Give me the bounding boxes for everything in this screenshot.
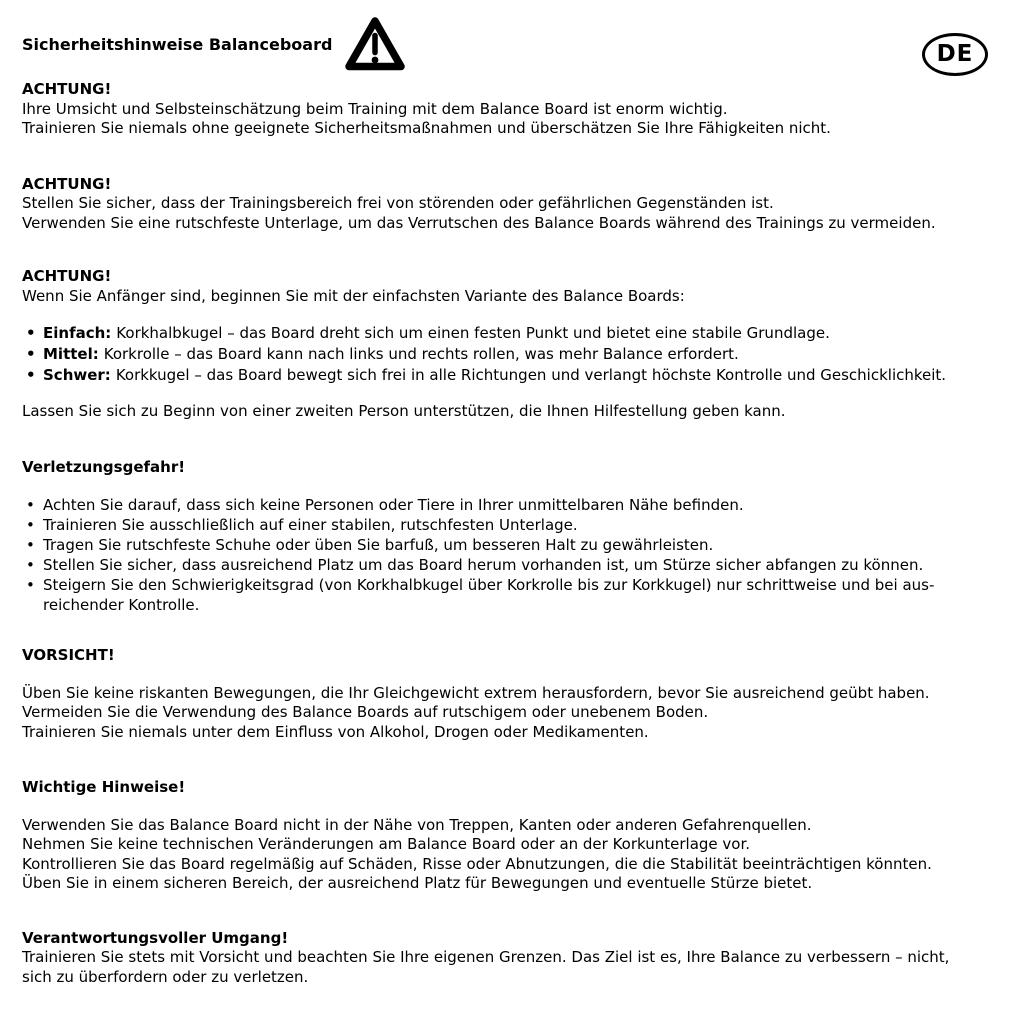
section-heading: ACHTUNG! bbox=[22, 174, 112, 193]
section-heading: Wichtige Hinweise! bbox=[22, 778, 186, 796]
list-item: • Tragen Sie rutschfeste Schuhe oder üben Sie barfuß, um besseren Halt zu gewährleisten. bbox=[22, 535, 1003, 555]
paragraph-line: Wenn Sie Anfänger sind, beginnen Sie mit der einfachsten Variante des Balance Boards: bbox=[22, 286, 685, 305]
paragraph-line: sich zu überfordern oder zu verletzen. bbox=[22, 967, 309, 986]
difficulty-label: Schwer: bbox=[43, 366, 111, 384]
paragraph-line: Trainieren Sie niemals unter dem Einfluss von Alkohol, Drogen oder Medikamenten. bbox=[22, 722, 649, 741]
section-attention-3 bbox=[22, 267, 1003, 422]
list-item: • Stellen Sie sicher, dass ausreichend Platz um das Board herum vorhanden ist, um Stürze sicher abfangen zu können. bbox=[22, 555, 1003, 575]
section-important-notes bbox=[22, 778, 1003, 894]
difficulty-text: Korkkugel – das Board bewegt sich frei in alle Richtungen und verlangt höchste Kontrolle und Geschicklichkeit. bbox=[115, 366, 947, 384]
list-item-line: • Steigern Sie den Schwierigkeitsgrad (von Korkhalbkugel über Korkrolle bis zur Korkkugel) nur schrittweise und bei aus- bbox=[43, 576, 935, 594]
section-paragraph bbox=[22, 684, 1003, 743]
difficulty-label: Mittel: bbox=[43, 345, 99, 363]
paragraph-line: Nehmen Sie keine technischen Veränderungen am Balance Board oder an der Korkunterlage vor. bbox=[22, 835, 751, 853]
list-item-line: reichender Kontrolle. bbox=[43, 596, 200, 614]
section-attention-1 bbox=[22, 80, 1003, 139]
section-heading: VORSICHT! bbox=[22, 646, 115, 664]
list-item: • Trainieren Sie ausschließlich auf einer stabilen, rutschfesten Unterlage. bbox=[22, 515, 1003, 535]
paragraph-line: Verwenden Sie eine rutschfeste Unterlage, um das Verrutschen des Balance Boards während des Trainings zu vermeiden. bbox=[22, 213, 936, 232]
section-heading: ACHTUNG! bbox=[22, 80, 112, 98]
section-caution bbox=[22, 646, 1003, 742]
section-responsible-use bbox=[22, 929, 1003, 988]
page-header bbox=[22, 14, 1003, 76]
paragraph-line: Verwenden Sie das Balance Board nicht in der Nähe von Treppen, Kanten oder anderen Gefahrenquellen. bbox=[22, 815, 812, 834]
section-heading: Verletzungsgefahr! bbox=[22, 457, 186, 476]
helper-note: Lassen Sie sich zu Beginn von einer zweiten Person unterstützen, die Ihnen Hilfestellung geben kann. bbox=[22, 402, 786, 420]
section-attention-2 bbox=[22, 175, 1003, 234]
list-item bbox=[22, 575, 1003, 615]
list-item: • Achten Sie darauf, dass sich keine Personen oder Tiere in Ihrer unmittelbaren Nähe befinden. bbox=[22, 495, 1003, 515]
section-injury-risk bbox=[22, 458, 1003, 616]
difficulty-level-item bbox=[22, 323, 1003, 344]
difficulty-level-item bbox=[22, 344, 1003, 365]
paragraph-line: Vermeiden Sie die Verwendung des Balance Boards auf rutschigem oder unebenem Boden. bbox=[22, 703, 709, 721]
difficulty-levels-list bbox=[22, 323, 1003, 386]
paragraph-line: Kontrollieren Sie das Board regelmäßig auf Schäden, Risse oder Abnutzungen, die die Stabilität beeinträchtigen könnten. bbox=[22, 854, 932, 873]
paragraph-line: Trainieren Sie stets mit Vorsicht und beachten Sie Ihre eigenen Grenzen. Das Ziel ist es, Ihre Balance zu verbessern – nicht, bbox=[22, 948, 950, 966]
difficulty-text: Korkhalbkugel – das Board dreht sich um einen festen Punkt und bietet eine stabile Grundlage. bbox=[116, 324, 830, 342]
difficulty-label: Einfach: bbox=[43, 324, 112, 342]
paragraph-line: Üben Sie keine riskanten Bewegungen, die Ihr Gleichgewicht extrem herausfordern, bevor Sie ausreichend geübt haben. bbox=[22, 683, 930, 702]
paragraph-line: Ihre Umsicht und Selbsteinschätzung beim Training mit dem Balance Board ist enorm wichtig. bbox=[22, 99, 728, 118]
language-badge-label: DE bbox=[936, 40, 974, 67]
paragraph-line: Üben Sie in einem sicheren Bereich, der ausreichend Platz für Bewegungen und eventuelle Stürze bietet. bbox=[22, 874, 813, 892]
section-heading: Verantwortungsvoller Umgang! bbox=[22, 928, 289, 947]
paragraph-line: Trainieren Sie niemals ohne geeignete Sicherheitsmaßnahmen und überschätzen Sie Ihre Fähigkeiten nicht. bbox=[22, 119, 831, 137]
page-title: Sicherheitshinweise Balanceboard bbox=[22, 35, 333, 54]
difficulty-level-item bbox=[22, 365, 1003, 386]
section-paragraph bbox=[22, 816, 1003, 894]
section-heading: ACHTUNG! bbox=[22, 267, 112, 285]
difficulty-text: Korkrolle – das Board kann nach links und rechts rollen, was mehr Balance erfordert. bbox=[103, 345, 739, 363]
paragraph-line: Stellen Sie sicher, dass der Trainingsbereich frei von störenden oder gefährlichen Gegenständen ist. bbox=[22, 194, 774, 212]
warning-triangle-icon bbox=[344, 14, 406, 76]
language-badge bbox=[922, 33, 988, 76]
injury-risk-list bbox=[22, 495, 1003, 615]
